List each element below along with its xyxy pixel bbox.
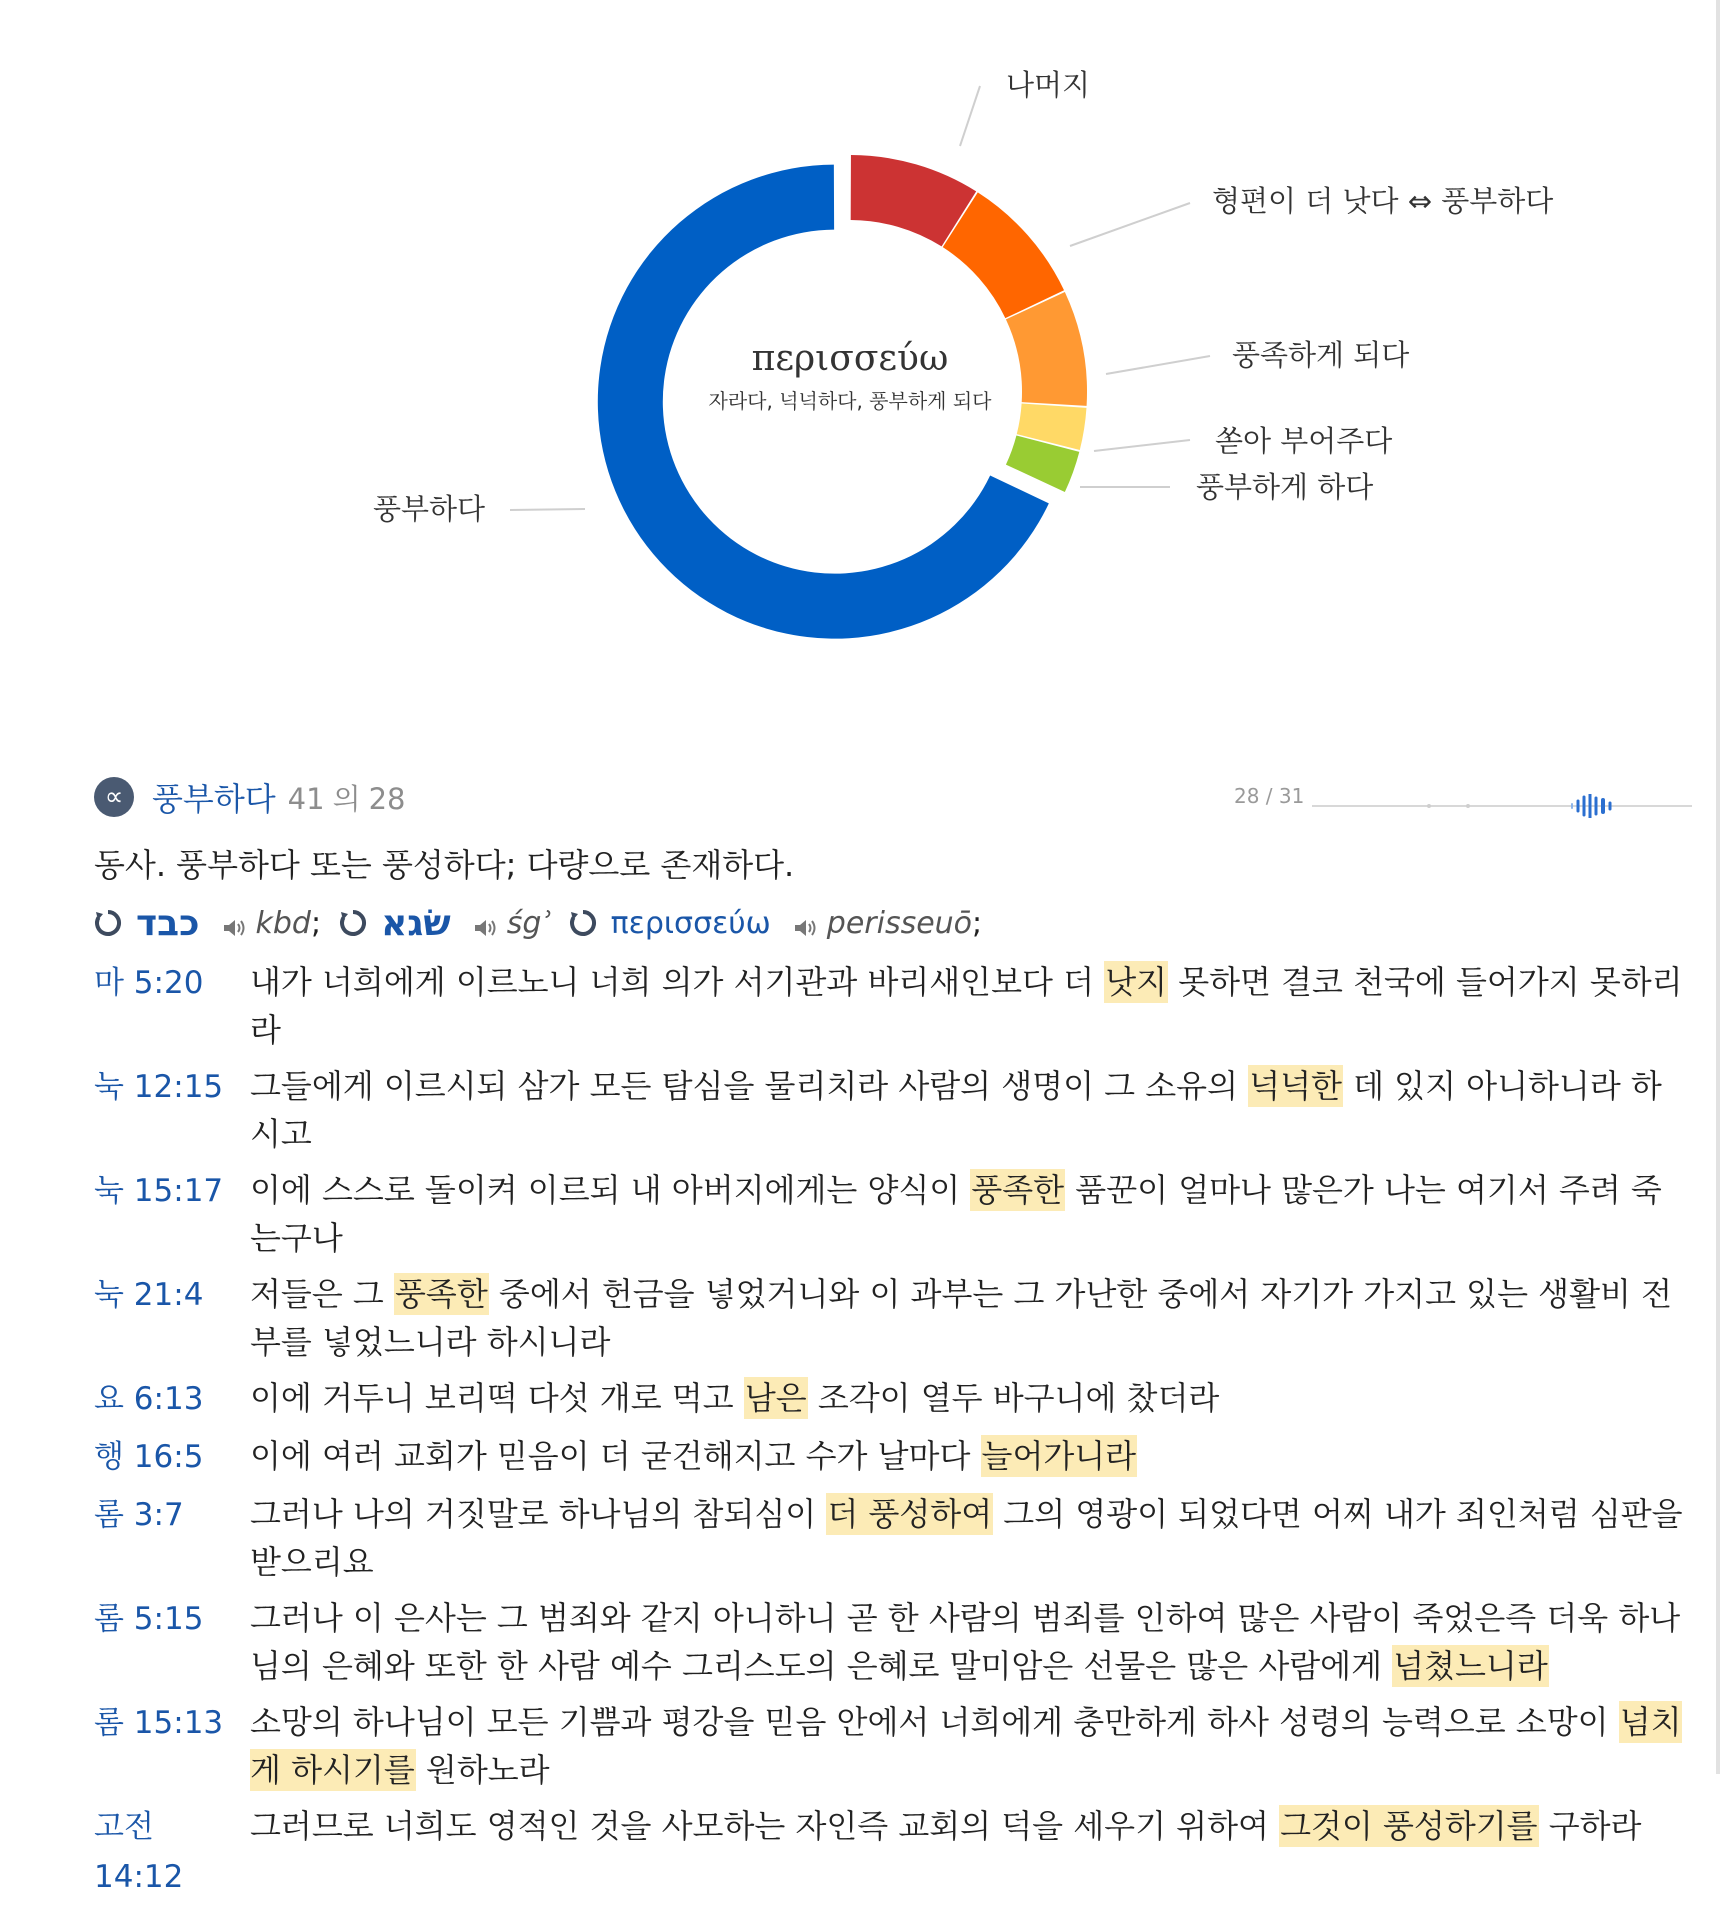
speaker-icon[interactable]	[222, 912, 248, 934]
verse-reference-link[interactable]: 행 16:5	[94, 1439, 204, 1475]
position-waveform-icon	[1572, 794, 1610, 818]
sense-word-link[interactable]: 풍부하다	[152, 780, 276, 818]
highlighted-word: 늘어가니라	[981, 1437, 1137, 1475]
verse-row	[94, 1062, 1694, 1158]
definition-text: 동사. 풍부하다 또는 풍성하다; 다량으로 존재하다.	[94, 846, 795, 884]
verse-text-before: 이에 스스로 돌이켜 이르되 내 아버지에게는 양식이	[250, 1171, 971, 1209]
verse-reference-link[interactable]: 눅 15:17	[94, 1173, 224, 1209]
highlighted-word: 낫지	[1105, 963, 1168, 1001]
sense-of: 의	[332, 781, 361, 816]
verse-text	[250, 1594, 1690, 1690]
verse-text	[250, 1270, 1690, 1366]
slice-label: 풍족하게 되다	[1232, 338, 1410, 372]
verse-text	[250, 1374, 1690, 1422]
verse-text	[250, 1698, 1690, 1794]
verse-reference-link[interactable]: 롬 5:15	[94, 1601, 204, 1637]
verse-text-before: 이에 여러 교회가 믿음이 더 굳건해지고 수가 날마다	[250, 1437, 981, 1475]
lemma-list	[94, 900, 1000, 946]
label-leader-line	[510, 509, 585, 510]
verse-row	[94, 1166, 1694, 1262]
nav-counter: 28 / 31	[1234, 784, 1305, 808]
verse-text-before: 이에 거두니 보리떡 다섯 개로 먹고	[250, 1379, 744, 1417]
highlighted-word: 풍족한	[395, 1275, 488, 1313]
verse-row	[94, 1432, 1694, 1482]
label-leader-line	[1094, 440, 1190, 451]
verse-reference-link[interactable]: 요 6:13	[94, 1381, 204, 1417]
highlighted-word: 넉넉한	[1249, 1067, 1342, 1105]
verse-text	[250, 1166, 1690, 1262]
sense-total: 41	[287, 781, 325, 816]
label-leader-line	[1070, 203, 1190, 246]
verse-reference-link[interactable]: 마 5:20	[94, 965, 204, 1001]
chart-center-subtitle: 자라다, 넉넉하다, 풍부하게 되다	[708, 389, 992, 413]
cycle-icon[interactable]	[569, 909, 597, 937]
proportional-icon: ∝	[94, 777, 134, 817]
verse-text	[250, 1062, 1690, 1158]
label-leader-line	[960, 86, 980, 146]
verse-text-before: 내가 너희에게 이르노니 너희 의가 서기관과 바리새인보다 더	[250, 963, 1105, 1001]
cycle-icon[interactable]	[339, 909, 367, 937]
sense-distribution-track[interactable]	[1312, 794, 1692, 818]
verse-reference-link[interactable]: 고전 14:12	[94, 1809, 184, 1895]
verse-reference-link[interactable]: 롬 15:13	[94, 1705, 224, 1741]
slice-label: 쏟아 부어주다	[1215, 424, 1393, 458]
sense-count-value: 28	[368, 781, 406, 816]
verse-text	[250, 1432, 1690, 1480]
verse-text-before: 그러나 이 은사는 그 범죄와 같지 아니하니 곧 한 사람의 범죄를 인하여 많은 사람이 죽었은즉 더욱 하나님의 은혜와 또한 한 사람 예수 그리스도의 은혜로 말미암은 선물은 많은 사람에게	[250, 1599, 1681, 1685]
verse-text-after: 데 있지 아니하니라 하시고	[250, 1067, 1662, 1153]
lemma-item	[94, 903, 321, 944]
lemma-link[interactable]: περισσεύω	[610, 905, 771, 941]
verse-reference-link[interactable]: 롬 3:7	[94, 1497, 184, 1533]
verse-text-before: 그들에게 이르시되 삼가 모든 탐심을 물리치라 사람의 생명이 그 소유의	[250, 1067, 1249, 1105]
highlighted-word: 그것이 풍성하기를	[1280, 1807, 1538, 1845]
scrollbar-track[interactable]	[1716, 0, 1720, 1774]
lemma-link[interactable]: שׂגא	[381, 902, 451, 944]
verse-text-after: 중에서 헌금을 넣었거니와 이 과부는 그 가난한 중에서 자기가 가지고 있는 생활비 전부를 넣었느니라 하시니라	[250, 1275, 1672, 1361]
label-leader-line	[1106, 356, 1210, 374]
verse-text-after: 못하면 결코 천국에 들어가지 못하리라	[250, 963, 1683, 1049]
verse-row	[94, 958, 1694, 1054]
speaker-icon[interactable]	[793, 912, 819, 934]
sense-navigator[interactable]	[1234, 774, 1694, 818]
sense-count	[288, 777, 414, 818]
lemma-transliteration: śgʾ	[506, 905, 551, 941]
lemma-transliteration: perisseuō	[826, 905, 973, 941]
lemma-transliteration: kbd	[255, 905, 311, 941]
verse-text-after: 품꾼이 얼마나 많은가 나는 여기서 주려 죽는구나	[250, 1171, 1662, 1257]
highlighted-word: 남은	[744, 1379, 807, 1417]
sense-header	[94, 774, 413, 820]
cycle-icon[interactable]	[94, 909, 122, 937]
lemma-link[interactable]: כבד	[136, 902, 200, 944]
verse-text-after: 조각이 열두 바구니에 찼더라	[807, 1379, 1220, 1417]
verse-row	[94, 1374, 1694, 1424]
verse-text	[250, 1802, 1690, 1850]
speaker-icon[interactable]	[473, 912, 499, 934]
verse-reference-link[interactable]: 눅 12:15	[94, 1069, 224, 1105]
lemma-item	[339, 903, 550, 944]
lemma-item	[569, 906, 983, 941]
verse-text-before: 그러므로 너희도 영적인 것을 사모하는 자인즉 교회의 덕을 세우기 위하여	[250, 1807, 1280, 1845]
verse-row	[94, 1802, 1694, 1902]
highlighted-word: 넘치게 하시기를	[250, 1703, 1682, 1789]
lemma-separator: ;	[310, 905, 322, 941]
highlighted-word: 더 풍성하여	[827, 1495, 993, 1533]
verse-row	[94, 1490, 1694, 1586]
slice-label: 풍부하다	[372, 492, 485, 526]
verse-text	[250, 958, 1690, 1054]
verse-text-before: 소망의 하나님이 모든 기쁨과 평강을 믿음 안에서 너희에게 충만하게 하사 성령의 능력으로 소망이	[250, 1703, 1619, 1741]
verse-text-after: 원하노라	[415, 1751, 550, 1789]
verse-list	[94, 958, 1694, 1910]
verse-text-after: 그의 영광이 되었다면 어찌 내가 죄인처럼 심판을 받으리요	[250, 1495, 1683, 1581]
slice-label: 풍부하게 하다	[1196, 470, 1374, 504]
lemma-separator: ;	[972, 905, 983, 941]
donut-chart	[0, 0, 1720, 700]
verse-row	[94, 1698, 1694, 1794]
slice-label: 형편이 더 낫다 ⇔ 풍부하다	[1212, 184, 1554, 218]
highlighted-word: 넘쳤느니라	[1393, 1647, 1548, 1685]
slice-label: 나머지	[1006, 68, 1091, 102]
verse-row	[94, 1594, 1694, 1690]
verse-text-before: 저들은 그	[250, 1275, 394, 1313]
verse-reference-link[interactable]: 눅 21:4	[94, 1277, 204, 1313]
verse-row	[94, 1270, 1694, 1366]
verse-text-after: 구하라	[1538, 1807, 1642, 1845]
verse-text-before: 그러나 나의 거짓말로 하나님의 참되심이	[250, 1495, 827, 1533]
chart-center-title: περισσεύω	[751, 338, 949, 379]
verse-text	[250, 1490, 1690, 1586]
highlighted-word: 풍족한	[971, 1171, 1065, 1209]
